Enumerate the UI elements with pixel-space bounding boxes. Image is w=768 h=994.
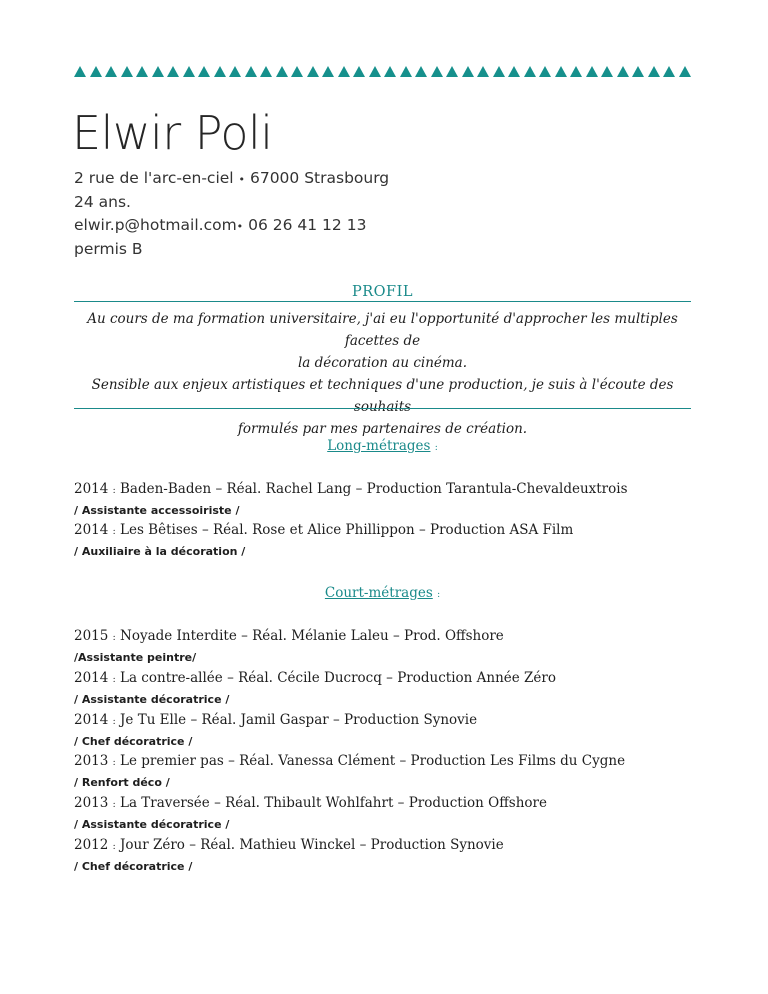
film-year: 2014 bbox=[74, 481, 109, 497]
film-details: La Traversée – Réal. Thibault Wohlfahrt – Production Offshore bbox=[120, 795, 547, 811]
film-details: Les Bêtises – Réal. Rose et Alice Phillippon – Production ASA Film bbox=[120, 522, 574, 538]
film-details: Je Tu Elle – Réal. Jamil Gaspar – Production Synovie bbox=[120, 712, 478, 728]
triangle-icon bbox=[121, 66, 133, 77]
candidate-name: Elwir Poli bbox=[72, 106, 273, 160]
profile-bottom-rule bbox=[74, 408, 691, 409]
triangle-icon bbox=[214, 66, 226, 77]
film-details: Jour Zéro – Réal. Mathieu Winckel – Production Synovie bbox=[120, 837, 504, 853]
triangle-icon bbox=[400, 66, 412, 77]
triangle-icon bbox=[183, 66, 195, 77]
triangle-icon bbox=[198, 66, 210, 77]
triangle-icon bbox=[446, 66, 458, 77]
triangle-icon bbox=[229, 66, 241, 77]
triangle-icon bbox=[74, 66, 86, 77]
film-role: / Assistante décoratrice / bbox=[74, 818, 230, 831]
triangle-icon bbox=[632, 66, 644, 77]
triangle-icon bbox=[431, 66, 443, 77]
profile-line: Au cours de ma formation universitaire, j'ai eu l'opportunité d'approcher les multiples facettes de bbox=[87, 311, 678, 349]
film-entry bbox=[74, 837, 504, 853]
film-details: Le premier pas – Réal. Vanessa Clément – Production Les Films du Cygne bbox=[120, 753, 626, 769]
triangle-icon bbox=[152, 66, 164, 77]
triangle-icon bbox=[555, 66, 567, 77]
profile-line: formulés par mes partenaires de création. bbox=[237, 421, 528, 437]
triangle-icon bbox=[338, 66, 350, 77]
profile-line: la décoration au cinéma. bbox=[297, 355, 468, 371]
film-year: 2014 bbox=[74, 670, 109, 686]
film-details: La contre-allée – Réal. Cécile Ducrocq – Production Année Zéro bbox=[120, 670, 556, 686]
film-role: / Chef décoratrice / bbox=[74, 735, 193, 748]
bullet-separator: • bbox=[236, 220, 244, 233]
year-separator: : bbox=[112, 717, 116, 727]
film-entry bbox=[74, 753, 625, 769]
profile-text bbox=[74, 308, 691, 440]
street-address: 2 rue de l'arc-en-ciel bbox=[74, 169, 234, 187]
year-separator: : bbox=[112, 758, 116, 768]
profile-title: PROFIL bbox=[352, 284, 413, 300]
year-separator: : bbox=[112, 675, 116, 685]
triangle-icon bbox=[663, 66, 675, 77]
triangle-icon bbox=[369, 66, 381, 77]
film-role: / Chef décoratrice / bbox=[74, 860, 193, 873]
film-entry bbox=[74, 481, 628, 497]
film-year: 2015 bbox=[74, 628, 109, 644]
bullet-separator: • bbox=[238, 173, 246, 186]
film-year: 2013 bbox=[74, 753, 109, 769]
triangle-icon bbox=[415, 66, 427, 77]
film-role: /Assistante peintre/ bbox=[74, 651, 197, 664]
film-year: 2013 bbox=[74, 795, 109, 811]
film-year: 2012 bbox=[74, 837, 109, 853]
triangle-icon bbox=[601, 66, 613, 77]
triangle-icon bbox=[167, 66, 179, 77]
triangle-icon bbox=[617, 66, 629, 77]
email-phone-line bbox=[74, 214, 389, 238]
triangle-icon bbox=[477, 66, 489, 77]
triangle-icon bbox=[307, 66, 319, 77]
triangle-icon bbox=[524, 66, 536, 77]
age: 24 ans. bbox=[74, 193, 131, 211]
film-role: / Assistante décoratrice / bbox=[74, 693, 230, 706]
driving-license: permis B bbox=[74, 240, 143, 258]
triangle-border-decoration bbox=[74, 66, 694, 80]
contact-block bbox=[74, 167, 389, 261]
film-entry bbox=[74, 670, 556, 686]
short-films-heading bbox=[74, 585, 691, 601]
year-separator: : bbox=[112, 633, 116, 643]
triangle-icon bbox=[462, 66, 474, 77]
heading-colon: : bbox=[434, 443, 438, 453]
film-details: Baden-Baden – Réal. Rachel Lang – Production Tarantula-Chevaldeuxtrois bbox=[120, 481, 628, 497]
year-separator: : bbox=[112, 486, 116, 496]
film-entry bbox=[74, 795, 547, 811]
film-year: 2014 bbox=[74, 712, 109, 728]
triangle-icon bbox=[136, 66, 148, 77]
film-entry bbox=[74, 522, 573, 538]
triangle-icon bbox=[291, 66, 303, 77]
film-entry bbox=[74, 712, 477, 728]
triangle-icon bbox=[508, 66, 520, 77]
short-films-title: Court-métrages bbox=[324, 585, 433, 601]
film-entry bbox=[74, 628, 504, 644]
film-details: Noyade Interdite – Réal. Mélanie Laleu – Prod. Offshore bbox=[120, 628, 504, 644]
long-films-title: Long-métrages bbox=[327, 438, 431, 454]
triangle-icon bbox=[648, 66, 660, 77]
triangle-icon bbox=[105, 66, 117, 77]
triangle-icon bbox=[245, 66, 257, 77]
triangle-icon bbox=[493, 66, 505, 77]
year-separator: : bbox=[112, 842, 116, 852]
email-link[interactable]: elwir.p@hotmail.com bbox=[74, 216, 237, 234]
film-role: / Renfort déco / bbox=[74, 776, 170, 789]
triangle-icon bbox=[679, 66, 691, 77]
triangle-icon bbox=[260, 66, 272, 77]
city: 67000 Strasbourg bbox=[249, 169, 390, 187]
triangle-icon bbox=[90, 66, 102, 77]
triangle-icon bbox=[539, 66, 551, 77]
year-separator: : bbox=[112, 800, 116, 810]
triangle-icon bbox=[384, 66, 396, 77]
triangle-icon bbox=[276, 66, 288, 77]
address-line bbox=[74, 167, 389, 191]
triangle-icon bbox=[570, 66, 582, 77]
profile-top-rule bbox=[74, 301, 691, 302]
heading-colon: : bbox=[437, 590, 441, 600]
triangle-icon bbox=[586, 66, 598, 77]
year-separator: : bbox=[112, 527, 116, 537]
film-year: 2014 bbox=[74, 522, 109, 538]
long-films-heading bbox=[74, 438, 691, 454]
triangle-icon bbox=[353, 66, 365, 77]
triangle-icon bbox=[322, 66, 334, 77]
film-role: / Assistante accessoiriste / bbox=[74, 504, 240, 517]
film-role: / Auxiliaire à la décoration / bbox=[74, 545, 246, 558]
profile-line: Sensible aux enjeux artistiques et techniques d'une production, je suis à l'écoute des souhaits bbox=[91, 377, 674, 415]
phone-number: 06 26 41 12 13 bbox=[248, 216, 367, 234]
